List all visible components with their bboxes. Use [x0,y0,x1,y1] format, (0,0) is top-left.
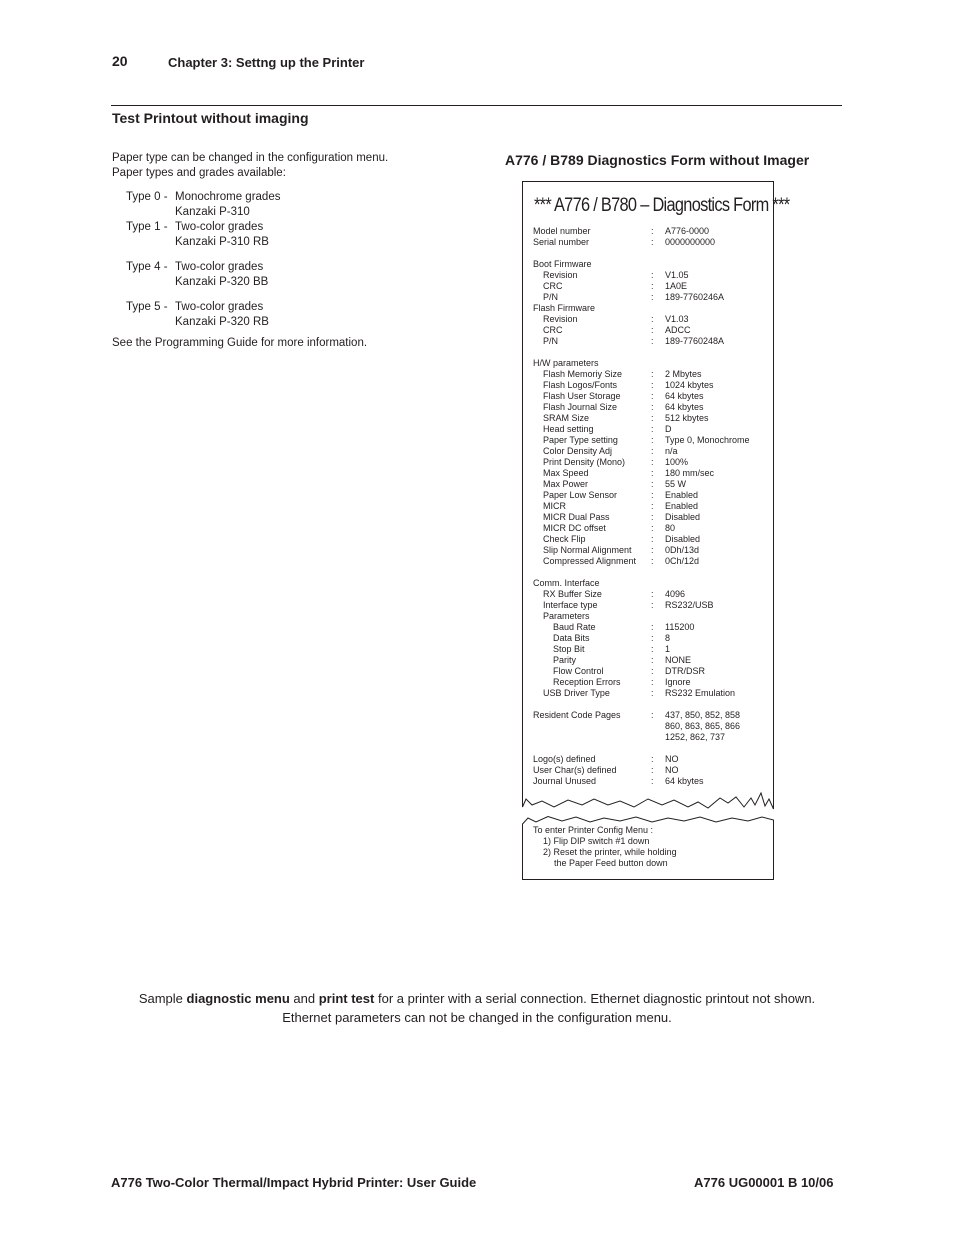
see-note: See the Programming Guide for more information. [112,337,368,349]
receipt-row: RX Buffer Size : 4096 [543,589,686,599]
config-instructions [533,825,677,869]
type-line: Kanzaki P-320 BB [175,276,269,288]
receipt-title: *** A776 / B780 – Diagnostics Form *** [534,195,790,216]
receipt-row: Interface type : RS232/USB [543,600,714,610]
receipt-row: Journal Unused : 64 kbytes [533,776,704,786]
receipt-row: Model number : A776-0000 [533,226,710,236]
receipt-row: Flash User Storage : 64 kbytes [543,391,704,401]
footer-title: A776 Two-Color Thermal/Impact Hybrid Printer: User Guide [111,1175,477,1190]
receipt-row: Check Flip : Disabled [543,534,701,544]
receipt-subheading: Parameters [543,611,590,621]
figure-caption: Sample diagnostic menu and print test for a printer with a serial connection. Ethernet diagnostic printout not shown. Ethernet parameters can not be changed in the configuration menu. [138,991,816,1025]
receipt-row: P/N : 189-7760246A [543,292,725,302]
receipt-heading: Boot Firmware [533,259,592,269]
receipt-row: 860, 863, 865, 866 [665,721,741,731]
receipt-row: Paper Low Sensor : Enabled [543,490,699,500]
type-line: Kanzaki P-310 [175,206,250,218]
receipt-row: Max Speed : 180 mm/sec [543,468,715,478]
receipt-row: 1252, 862, 737 [665,732,726,742]
paper-type-item [126,260,280,290]
receipt-row: Reception Errors : Ignore [553,677,691,687]
paper-type-item [126,300,280,330]
type-line: Two-color grades [175,301,264,313]
footer-docid: A776 UG00001 B 10/06 [694,1175,834,1190]
receipt-row: Revision : V1.03 [543,314,689,324]
page-number: 20 [112,53,128,69]
type-line: Kanzaki P-310 RB [175,236,269,248]
receipt-row: USB Driver Type : RS232 Emulation [543,688,736,698]
receipt-row: Baud Rate : 115200 [553,622,695,632]
type-label: Type 5 - [126,301,168,313]
receipt-row: Color Density Adj : n/a [543,446,678,456]
receipt-row: Flash Logos/Fonts : 1024 kbytes [543,380,714,390]
intro-line: Paper types and grades available: [112,167,286,179]
receipt-heading: Comm. Interface [533,578,600,588]
instruction-line: 1) Flip DIP switch #1 down [543,836,650,846]
instruction-line: 2) Reset the printer, while holding [543,847,677,857]
intro-text [112,151,388,181]
header-rule [111,105,842,106]
receipt-row: Print Density (Mono) : 100% [543,457,689,467]
paper-type-item [126,220,280,250]
type-line: Two-color grades [175,261,264,273]
receipt-row: Serial number : 0000000000 [533,237,716,247]
receipt-heading: Flash Firmware [533,303,596,313]
type-line: Kanzaki P-320 RB [175,316,269,328]
receipt-row: MICR : Enabled [543,501,699,511]
receipt-heading: H/W parameters [533,358,599,368]
instruction-line: the Paper Feed button down [554,858,668,868]
receipt-row: CRC : 1A0E [543,281,688,291]
receipt-row: Flash Journal Size : 64 kbytes [543,402,704,412]
receipt-row: Max Power : 55 W [543,479,687,489]
receipt-row: Compressed Alignment : 0Ch/12d [543,556,700,566]
receipt-row: Data Bits : 8 [553,633,671,643]
intro-line: Paper type can be changed in the configuration menu. [112,152,389,164]
receipt-row: CRC : ADCC [543,325,691,335]
comm-parameter-list [533,622,769,688]
type-label: Type 4 - [126,261,168,273]
hw-parameter-list [533,369,769,567]
receipt-row: SRAM Size : 512 kbytes [543,413,709,423]
type-label: Type 1 - [126,221,168,233]
receipt-row: User Char(s) defined : NO [533,765,679,775]
receipt-row: Resident Code Pages : 437, 850, 852, 858 [533,710,741,720]
paper-type-item [126,190,280,220]
config-menu-receipt [522,816,774,880]
receipt-row: Revision : V1.05 [543,270,689,280]
receipt-row: MICR DC offset : 80 [543,523,676,533]
receipt-row: Slip Normal Alignment : 0Dh/13d [543,545,700,555]
receipt-row: Flash Memoriy Size : 2 Mbytes [543,369,702,379]
chapter-header: Chapter 3: Settng up the Printer [168,55,365,70]
type-line: Two-color grades [175,221,264,233]
receipt-row: Head setting : D [543,424,672,434]
receipt-row: Stop Bit : 1 [553,644,671,654]
paper-type-list [126,190,280,340]
form-title: A776 / B789 Diagnostics Form without Imager [505,152,810,168]
receipt-row: P/N : 189-7760248A [543,336,725,346]
type-line: Monochrome grades [175,191,281,203]
section-title: Test Printout without imaging [112,110,309,126]
receipt-row: Flow Control : DTR/DSR [553,666,705,676]
instruction-line: To enter Printer Config Menu : [533,825,654,835]
receipt-row: MICR Dual Pass : Disabled [543,512,701,522]
receipt-body [533,226,769,787]
diagnostics-receipt [522,181,790,809]
receipt-row: Parity : NONE [553,655,692,665]
receipt-row: Paper Type setting : Type 0, Monochrome [543,435,750,445]
type-label: Type 0 - [126,191,168,203]
receipt-row: Logo(s) defined : NO [533,754,679,764]
